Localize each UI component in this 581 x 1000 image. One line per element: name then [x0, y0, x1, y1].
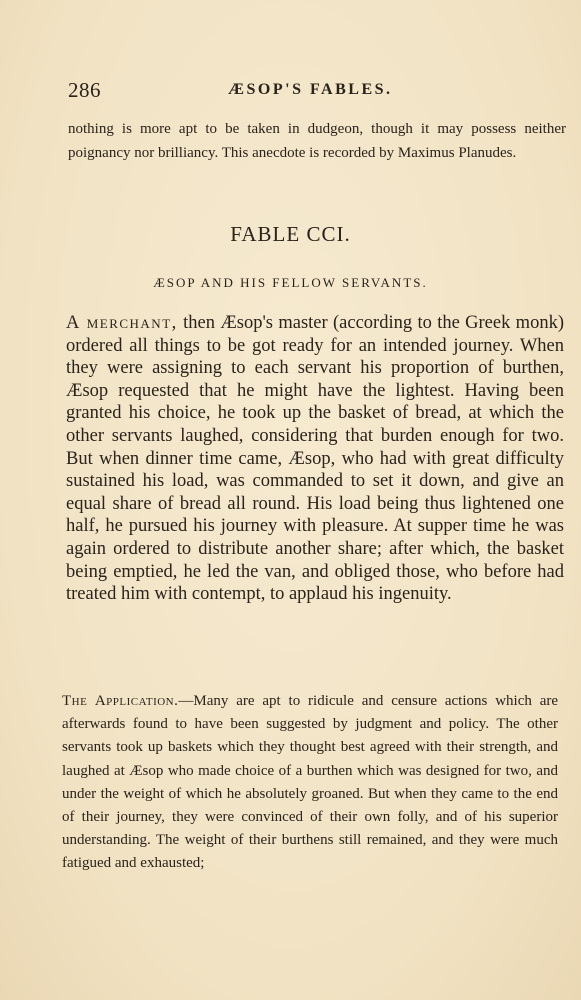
- running-title: ÆSOP'S FABLES.: [228, 81, 393, 98]
- fable-number: FABLE CCI.: [230, 222, 351, 246]
- continued-paragraph: nothing is more apt to be taken in dudgeon, though it may possess neither poignancy nor brilliancy. This anecdote is recorded by Maximus Planudes.: [68, 121, 566, 161]
- fable-body: [66, 312, 564, 606]
- fable-body-text: then Æsop's master (according to the Greek monk) ordered all things to be got ready for an intended journey. When they were assigning to each servant his proportion of burthen, Æsop requested that he might have the lightest. Having been granted his choice, he took up the basket of bread, at which the other servants laughed, considering that burden enough for two. But when dinner time came, Æsop, who had with great difficulty sustained his load, was commanded to set it down, and give an equal share of bread all round. His load being thus lightened one half, he pursued his journey with pleasure. At supper time he was again ordered to distribute another share; after which, the basket being emptied, he led the van, and obliged those, who before had treated him with contempt, to applaud his ingenuity.: [66, 313, 564, 605]
- application-text: —Many are apt to ridicule and censure actions which are afterwards found to have been suggested by judgment and policy. The other servants took up baskets which they thought best agreed with their strength, and laughed at Æsop who made choice of a burthen which was designed for two, and under the weight of which he absolutely groaned. But when they came to the end of their journey, they were convinced of their own folly, and of his superior understanding. The weight of their burthens still remained, and they were much fatigued and exhausted;: [62, 693, 558, 872]
- fable-title: ÆSOP AND HIS FELLOW SERVANTS.: [153, 275, 428, 290]
- application-label: The Application.: [62, 693, 179, 709]
- application-section: [62, 690, 558, 876]
- page-number: 286: [68, 78, 101, 102]
- page-header: [68, 78, 568, 104]
- fable-opening-words: A merchant,: [66, 313, 178, 333]
- application-paragraph: [62, 690, 558, 876]
- fable-paragraph: [66, 312, 564, 606]
